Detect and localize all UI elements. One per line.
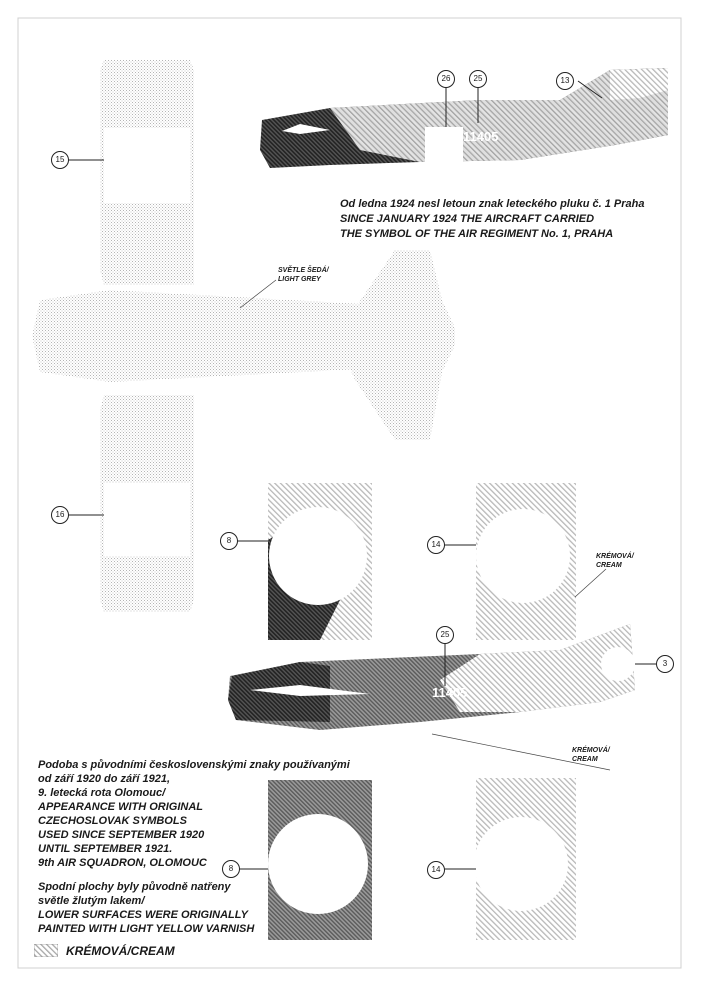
callout-3: 3 — [656, 655, 674, 673]
panel-dark-top — [236, 483, 372, 640]
panel-roundel-cream-top — [476, 509, 570, 603]
label-light-grey: SVĚTLE ŠEDÁ/ LIGHT GREY — [278, 267, 329, 283]
caption-bottom-left-1: Podoba s původními československými znaky používanými od září 1920 do září 1921, 9. letecká rota Olomouc/ APPEARANCE WITH ORIGINAL CZECHOSLOVAK SYMBOLS USED SINCE SEPTEMBER 1920 UNTIL SEPTEMBER 1921. 9th AIR SQUADRON, OLOMOUC — [38, 759, 350, 869]
callout-16: 16 — [51, 506, 69, 524]
callout-26: 26 — [437, 70, 455, 88]
caption-bottom-left-2: Spodní plochy byly původně natřeny světle žlutým lakem/ LOWER SURFACES WERE ORIGINALLY PAINTED WITH LIGHT YELLOW VARNISH — [38, 881, 255, 935]
callout-25-bottom: 25 — [436, 626, 454, 644]
panel-cream-bottom — [443, 778, 576, 940]
serial-bottom: 11405 — [432, 685, 468, 700]
panel-cream-top — [443, 483, 606, 640]
label-cream-2: KRÉMOVÁ/ CREAM — [572, 747, 610, 763]
side-view-top — [260, 68, 668, 168]
callout-14-top: 14 — [427, 536, 445, 554]
badge-area-top — [425, 127, 463, 165]
panel-roundel-cream-bottom — [474, 817, 568, 911]
callout-8-bottom: 8 — [222, 860, 240, 878]
rear-fuselage-cream — [330, 70, 668, 162]
label-cream-1: KRÉMOVÁ/ CREAM — [596, 553, 634, 569]
legend-swatch — [34, 944, 58, 957]
wing-roundel-area-2 — [104, 483, 190, 556]
wing-roundel-area-1 — [104, 128, 190, 203]
roundel-bottom — [601, 647, 635, 681]
tailplane-top — [340, 250, 455, 440]
legend-label: KRÉMOVÁ/CREAM — [66, 944, 175, 958]
serial-top: 11405 — [463, 129, 499, 144]
callout-13: 13 — [556, 72, 574, 90]
panel-roundel-top — [269, 507, 367, 605]
callout-15: 15 — [51, 151, 69, 169]
caption-top-right: Od ledna 1924 nesl letoun znak leteckého pluku č. 1 Praha SINCE JANUARY 1924 THE AIRCRAFT CARRIED THE SYMBOL OF THE AIR REGIMENT No. 1, PRAHA — [340, 198, 645, 240]
callout-8-top: 8 — [220, 532, 238, 550]
callout-25-top: 25 — [469, 70, 487, 88]
cream-leader-1 — [575, 569, 606, 597]
callout-14-bottom: 14 — [427, 861, 445, 879]
